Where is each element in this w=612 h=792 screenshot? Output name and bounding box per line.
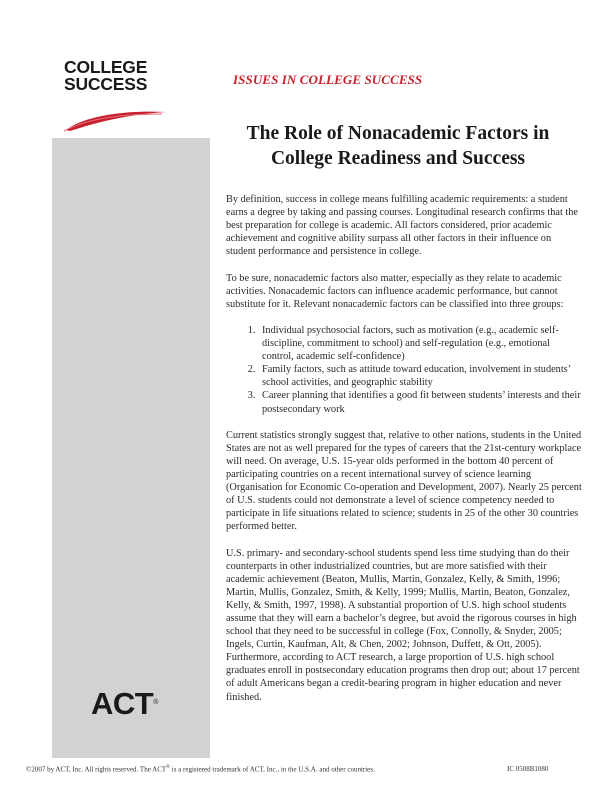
sidebar-panel bbox=[52, 38, 210, 758]
paragraph-4: U.S. primary- and secondary-school students spend less time studying than do their counterparts in other industrialized countries, but are more satisfied with their academic achievement (Beaton, Mullis, Martin, Gonzalez, Kelly, & Smith, 1996; Martin, Mullis, Gonzalez, Smith, & Kelly, 1999; Mullis, Martin, Beaton, Gonzalez, Kelly, & Smith, 1997, 1998). A substantial proportion of U.S. high school students assume that they will earn a bachelor’s degree, but avoid the rigorous courses in high school that they need to be successful in college (Fox, Connolly, & Snyder, 2005; Ingels, Curtin, Kaufman, Alt, & Chen, 2002; Johnson, Duffett, & Ott, 2005). Furthermore, according to ACT research, a large proportion of U.S. high school graduates enroll in postsecondary education programs then drop out; about 17 percent of adult Americans began a credit-bearing program in higher education and never finished. bbox=[226, 547, 580, 703]
swoosh-icon bbox=[64, 110, 168, 132]
list-item: 2. Family factors, such as attitude toward education, involvement in students’ school activities, and geographic stability bbox=[258, 363, 582, 389]
copyright-trademark: ® bbox=[166, 765, 170, 770]
act-logo-text: ACT bbox=[91, 686, 154, 721]
title-line-1: The Role of Nonacademic Factors in bbox=[246, 123, 550, 144]
series-heading: ISSUES IN COLLEGE SUCCESS bbox=[233, 72, 423, 87]
list-item: 1. Individual psychosocial factors, such as motivation (e.g., academic self-discipline, commitment to school) and self-regulation (e.g., emotional control, academic self-confidence) bbox=[258, 324, 582, 363]
act-logo bbox=[91, 688, 158, 719]
paragraph-3: Current statistics strongly suggest that, relative to other nations, students in the United States are not as well prepared for the types of careers that the 21st-century workplace will need. On average, U.S. 15-year olds performed in the bottom 40 percent of participating countries on a recent international survey of science learning (Organisation for Economic Co-operation and Development, 2007). Nearly 25 percent of U.S. students could not demonstrate a level of science competency needed to participate in life situations related to science; students in 25 of the other 30 countries performed better. bbox=[226, 429, 582, 533]
copyright-part-b: is a registered trademark of ACT, Inc., in the U.S.A. and other countries. bbox=[170, 765, 375, 774]
list-item: 3. Career planning that identifies a good fit between students’ interests and their postsecondary work bbox=[258, 389, 582, 415]
footer-copyright bbox=[26, 765, 586, 773]
copyright-part-a: ©2007 by ACT, Inc. All rights reserved. The ACT bbox=[26, 765, 167, 774]
article-body bbox=[226, 193, 582, 717]
document-code: IC 0508B1080 bbox=[507, 765, 549, 773]
title-line-2: College Readiness and Success bbox=[270, 148, 526, 169]
logo-line-college: COLLEGE bbox=[64, 57, 148, 77]
logo-line-success: SUCCESS bbox=[64, 74, 148, 94]
college-success-logo bbox=[52, 38, 210, 138]
paragraph-2: To be sure, nonacademic factors also matter, especially as they relate to academic activities. Nonacademic factors can influence academic performance, but cannot substitute for it. Relevant nonacademic factors can be classified into three groups: bbox=[226, 272, 564, 310]
factor-list bbox=[226, 324, 582, 416]
act-trademark: ® bbox=[153, 699, 158, 706]
page-title bbox=[228, 121, 568, 171]
paragraph-1: By definition, success in college means fulfilling academic requirements: a student earns a degree by taking and passing courses. Longitudinal research confirms that the best preparation for college is academic. All factors considered, prior academic achievement and cognitive ability surpass all other factors in their influence on student performance and persistence in college. bbox=[226, 194, 578, 258]
logo-text bbox=[64, 59, 147, 93]
